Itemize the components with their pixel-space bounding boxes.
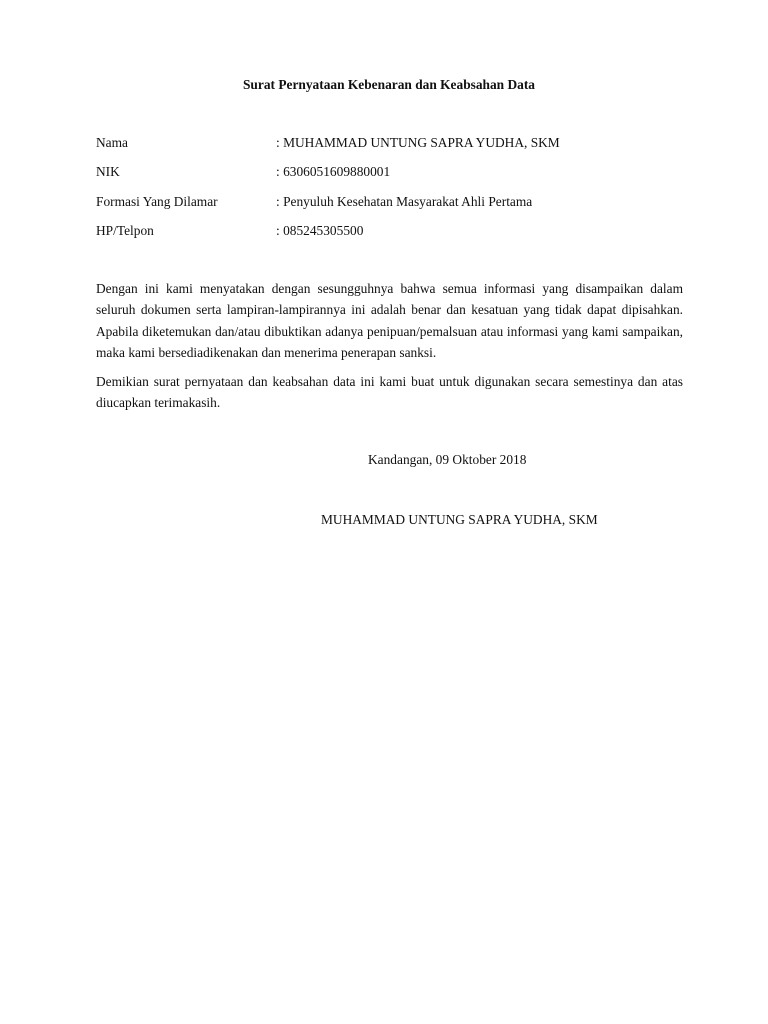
signer-name: MUHAMMAD UNTUNG SAPRA YUDHA, SKM xyxy=(321,512,598,527)
field-row-nama xyxy=(96,134,686,163)
field-value-nik: : 6306051609880001 xyxy=(276,164,391,180)
field-label-formasi: Formasi Yang Dilamar xyxy=(96,193,218,209)
field-value-telpon: : 085245305500 xyxy=(276,223,364,239)
document-title: Surat Pernyataan Kebenaran dan Keabsahan Data xyxy=(242,77,536,92)
field-label-telpon: HP/Telpon xyxy=(96,223,154,239)
field-row-nik xyxy=(96,163,686,192)
field-label-nama: Nama xyxy=(96,135,128,150)
field-row-formasi xyxy=(96,193,686,222)
statement-paragraph: Dengan ini kami menyatakan dengan sesungguhnya bahwa semua informasi yang disampaikan dalam seluruh dokumen serta lampiran-lampirannya ini adalah benar dan kesatuan yang tidak dapat dipisahkan. Apabila diketemukan dan/atau dibuktikan adanya penipuan/pemalsuan atau informasi yang kami sampaikan, maka kami bersediadikenakan dan menerima penerapan sanksi. xyxy=(96,281,683,360)
closing-paragraph: Demikian surat pernyataan dan keabsahan data ini kami buat untuk digunakan secara semestinya dan atas diucapkan terimakasih. xyxy=(96,374,683,411)
field-label-nik: NIK xyxy=(96,164,120,180)
field-value-formasi: : Penyuluh Kesehatan Masyarakat Ahli Pertama xyxy=(276,193,533,209)
place-date: Kandangan, 09 Oktober 2018 xyxy=(368,452,527,467)
field-row-telpon xyxy=(96,222,686,251)
field-value-nama: : MUHAMMAD UNTUNG SAPRA YUDHA, SKM xyxy=(276,135,560,150)
identity-fields xyxy=(96,134,686,252)
